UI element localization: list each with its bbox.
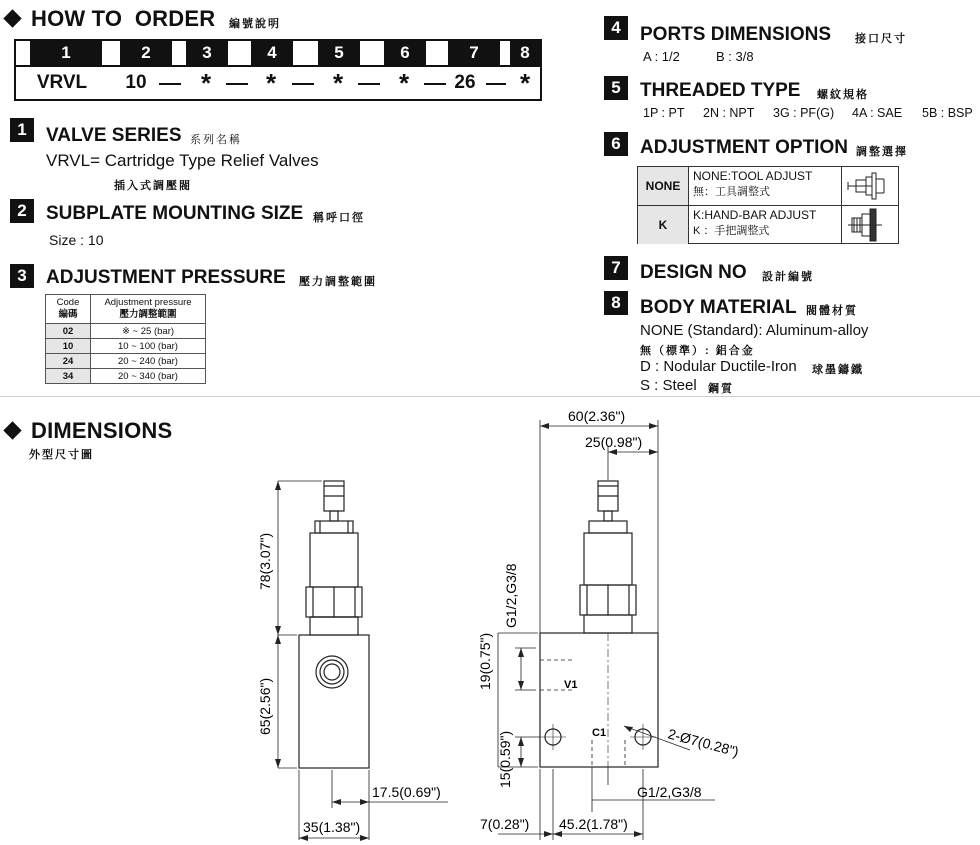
material-steel: S : Steel (640, 377, 697, 394)
pressure-range: 20 ~ 240 (bar) (91, 354, 206, 369)
pressure-code: 24 (46, 354, 91, 369)
valve-series-desc-zh: 插入式調壓閥 (114, 180, 192, 192)
order-code-box (14, 39, 542, 101)
material-steel-zh: 鋼質 (708, 383, 734, 395)
adjustment-pressure-title-zh: 壓力調整範圍 (299, 276, 377, 288)
section-7-badge: 7 (604, 256, 628, 280)
dim-left-width: 35(1.38") (303, 819, 361, 835)
adjustment-pressure-title: ADJUSTMENT PRESSURE (46, 267, 286, 288)
dim-v1-height: 19(0.75") (477, 632, 493, 690)
design-no-title-zh: 設計編號 (762, 271, 814, 283)
subplate-size-title: SUBPLATE MOUNTING SIZE (46, 203, 304, 224)
material-standard-zh: 無（標準）: 鋁合金 (640, 345, 755, 357)
threaded-type-title-zh: 螺紋規格 (817, 89, 869, 101)
order-position-8: 8 (510, 41, 540, 65)
thread-item: 1P : PT (643, 106, 685, 120)
pressure-code: 02 (46, 324, 91, 339)
ports-dimensions-title: PORTS DIMENSIONS (640, 24, 832, 45)
order-code-positions (16, 41, 540, 67)
order-code-values (16, 67, 540, 99)
thread-item: 5B : BSP (922, 106, 973, 120)
dimensions-title: DIMENSIONS (31, 418, 173, 443)
table-row (46, 324, 206, 339)
pressure-table-code-header: Code 編碼 (46, 295, 91, 324)
pressure-table-range-header: Adjustment pressure 壓力調整範圍 (91, 295, 206, 324)
threaded-type-title: THREADED TYPE (640, 80, 801, 101)
order-value-size: 10 (125, 72, 147, 93)
thread-item: 3G : PF(G) (773, 106, 835, 120)
order-dash (424, 83, 446, 85)
section-5-badge: 5 (604, 76, 628, 100)
order-position-3: 3 (186, 41, 228, 65)
tool-adjust-icon (841, 167, 898, 205)
order-dash (226, 83, 248, 85)
dim-hole-offset: 7(0.28") (480, 816, 530, 832)
port-size-bottom: G1/2,G3/8 (637, 784, 702, 800)
pressure-code: 10 (46, 339, 91, 354)
order-position-2: 2 (120, 41, 172, 65)
table-row (46, 339, 206, 354)
section-1-badge: 1 (10, 118, 34, 142)
section-6-badge: 6 (604, 132, 628, 156)
thread-item: 2N : NPT (703, 106, 755, 120)
pressure-range: 20 ~ 340 (bar) (91, 369, 206, 384)
table-row (46, 369, 206, 384)
adjustment-option-title: ADJUSTMENT OPTION (640, 137, 848, 158)
order-position-5: 5 (318, 41, 360, 65)
front-view-drawing (240, 470, 460, 845)
dim-left-height-body: 65(2.56") (257, 677, 273, 735)
diamond-bullet-icon (3, 421, 21, 439)
dim-left-port-offset: 17.5(0.69") (372, 784, 441, 800)
section-4-badge: 4 (604, 16, 628, 40)
dim-right-center: 25(0.98") (585, 434, 643, 450)
mounting-holes-label: 2-Ø7(0.28") (666, 725, 741, 760)
port-size-top: G1/2,G3/8 (503, 563, 519, 628)
pressure-table-header (46, 295, 206, 324)
side-view-drawing (470, 400, 770, 845)
valve-series-desc: VRVL= Cartridge Type Relief Valves (46, 151, 319, 170)
order-position-6: 6 (384, 41, 426, 65)
order-value-adjustment: * (398, 68, 410, 98)
table-row (638, 206, 898, 244)
valve-series-title-zh: 系列名稱 (190, 134, 242, 146)
adjustment-option-title-zh: 調整選擇 (856, 146, 908, 158)
material-ductile-iron: D : Nodular Ductile-Iron (640, 358, 797, 375)
dim-hole-spacing: 45.2(1.78") (559, 816, 628, 832)
body-material-title-zh: 閥體材質 (806, 305, 858, 317)
how-to-order-title-zh: 編號說明 (229, 18, 281, 30)
diamond-bullet-icon (3, 9, 21, 27)
order-dash (358, 83, 380, 85)
order-position-1: 1 (30, 41, 102, 65)
section-divider (0, 396, 980, 397)
order-dash (159, 83, 181, 85)
section-8-badge: 8 (604, 291, 628, 315)
material-standard: NONE (Standard): Aluminum-alloy (640, 322, 869, 339)
pressure-range: 10 ~ 100 (bar) (91, 339, 206, 354)
section-3-badge: 3 (10, 264, 34, 288)
adjustment-code: K (638, 206, 689, 244)
adjustment-desc: K:HAND-BAR ADJUST K ：手把調整式 (693, 208, 817, 237)
adjustment-code: NONE (638, 167, 689, 205)
adjustment-desc: NONE:TOOL ADJUST 無：工具調整式 (693, 169, 813, 198)
table-row (46, 354, 206, 369)
pressure-range: ※ ~ 25 (bar) (91, 324, 206, 339)
hand-bar-adjust-icon (841, 206, 898, 244)
thread-item: 4A : SAE (852, 106, 903, 120)
section-2-badge: 2 (10, 199, 34, 223)
order-value-thread: * (332, 68, 344, 98)
pressure-code: 34 (46, 369, 91, 384)
dim-left-height-top: 78(3.07") (257, 532, 273, 590)
order-value-pressure: * (200, 68, 212, 98)
order-value-material: * (519, 68, 531, 98)
order-value-series: VRVL (36, 72, 88, 93)
port-c1-label: C1 (592, 727, 607, 739)
ports-dimensions-title-zh: 接口尺寸 (855, 33, 907, 45)
order-position-7: 7 (448, 41, 500, 65)
order-value-design: 26 (454, 72, 476, 93)
port-v1-label: V1 (564, 679, 578, 691)
body-material-title: BODY MATERIAL (640, 297, 797, 318)
subplate-size-title-zh: 稱呼口徑 (313, 212, 365, 224)
material-ductile-iron-zh: 球墨鑄鐵 (812, 364, 864, 376)
dimensions-title-zh: 外型尺寸圖 (29, 449, 94, 461)
how-to-order-title: HOW TO ORDER (31, 6, 216, 31)
order-value-ports: * (265, 68, 277, 98)
order-dash (486, 83, 506, 85)
order-position-4: 4 (251, 41, 293, 65)
subplate-size-value: Size : 10 (49, 232, 104, 248)
table-row (638, 167, 898, 206)
order-dash (292, 83, 314, 85)
port-b: B : 3/8 (716, 49, 754, 64)
port-a: A : 1/2 (643, 49, 680, 64)
dim-right-width: 60(2.36") (568, 408, 626, 424)
valve-series-title: VALVE SERIES (46, 125, 182, 146)
design-no-title: DESIGN NO (640, 262, 747, 283)
pressure-table (45, 294, 206, 384)
dim-c1-height: 15(0.59") (497, 730, 513, 788)
adjustment-option-table (637, 166, 899, 244)
